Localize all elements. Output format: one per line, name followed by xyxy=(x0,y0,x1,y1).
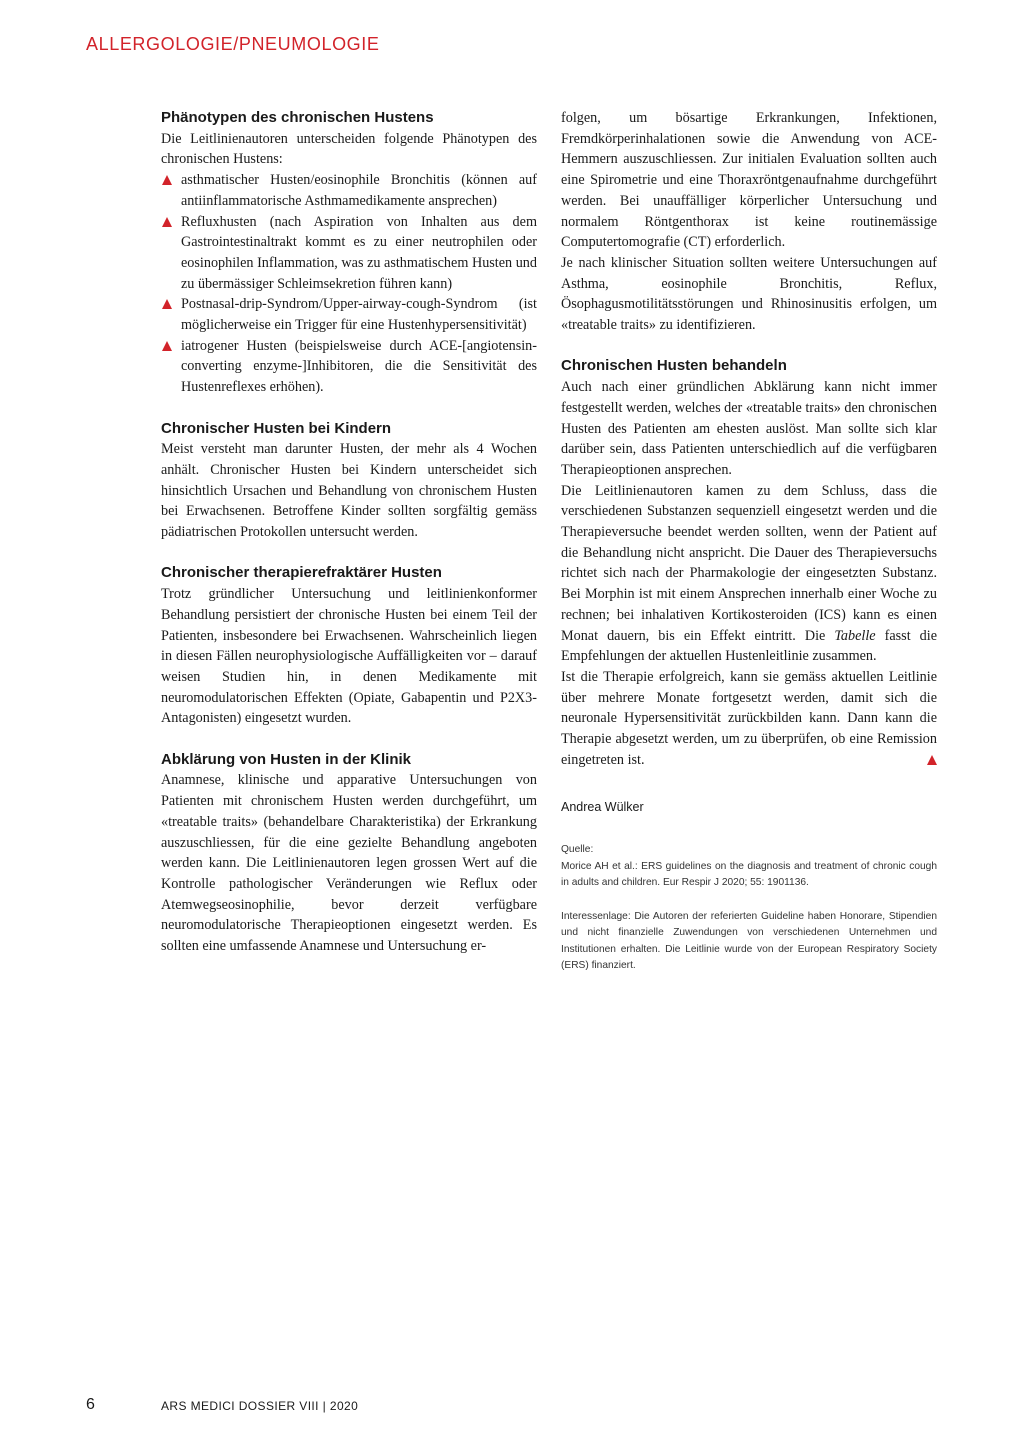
treatment-p3 xyxy=(561,667,937,771)
list-item xyxy=(161,336,537,398)
source-label: Quelle: xyxy=(561,844,594,856)
heading-phenotypes: Phänotypen des chronischen Hustens xyxy=(161,109,434,126)
heading-refractory: Chronischer therapierefraktärer Husten xyxy=(161,564,442,582)
clinic-continued: folgen, um bösartige Erkrankungen, Infektionen, Fremdkörperinhalationen sowie die Anwendung von ACE-Hemmern auszuschliessen. Zur initialen Evaluation sollten auch eine Spirometrie und eine Thoraxröntgenaufnahme durchgeführt werden. Bei unauffälliger körperlicher Untersuchung und normalem Röntgenthorax ist keine routinemässige Computertomografie (CT) erforderlich. xyxy=(561,110,937,251)
right-column xyxy=(561,108,937,974)
page-number: 6 xyxy=(86,1396,95,1413)
treatment-p2-a: Die Leitlinienautoren kamen zu dem Schluss, dass die verschiedenen Substanzen sequenziell eingesetzt werden und die Therapieversuche beendet werden sollten, wenn der Patient auf die Behandlung nicht anspricht. Die Dauer des Therapieversuchs richtet sich nach der Pharmakologie der eingesetzten Substanz. Bei Morphin ist mit einem Ansprechen innerhalb einer Woche zu rechnen; bei inhalativen Kortikosteroiden (ICS) kann es einen Monat dauern, bis ein Effekt eintritt. Die xyxy=(561,482,937,644)
treatment-p2-b: fasst die Empfehlungen der aktuellen Hustenleitlinie zusammen. xyxy=(561,627,938,665)
heading-children: Chronischer Husten bei Kindern xyxy=(161,419,392,437)
clinic-body: Anamnese, klinische und apparative Untersuchungen von Patienten mit chronischem Husten werden durchgeführt, um «treatable traits» (behandelbare Charakteristika) der Erkrankung auszuschliessen, für die eine gezielte Behandlung angeboten werden kann. Die Leitlinienautoren legen grossen Wert auf die Kontrolle pathologischer Veränderungen wie Reflux oder Atemwegseosinophilie, bevor derzeit verfügbare neuromodulatorische Therapieoptionen eingesetzt werden. Es sollten eine umfassende Anamnese und Untersuchung er- xyxy=(161,772,537,955)
refractory-body: Trotz gründlicher Untersuchung und leitlinienkonformer Behandlung persistiert der chronische Husten bei einem Teil der Patienten, insbesondere bei Erwachsenen. Wahrscheinlich liegen in diesen Fällen neurophysiologische Auffälligkeiten vor – darauf weisen Studien hin, in denen Medikamente mit neuromodulatorischen Effekten (Opiate, Gabapentin und P2X3-Antagonisten) eingesetzt wurden. xyxy=(161,586,537,727)
treatment-p1: Auch nach einer gründlichen Abklärung kann nicht immer festgestellt werden, welches der «treatable traits» den chronischen Husten des Patienten am ehesten auslöst. Man sollte sich klar darüber sein, dass Patienten unterschiedlich auf die verfügbaren Therapieoptionen ansprechen. xyxy=(561,379,937,478)
list-item xyxy=(161,212,537,295)
triangle-bullet-icon xyxy=(162,341,172,351)
left-column xyxy=(161,108,537,957)
triangle-bullet-icon xyxy=(162,299,172,309)
heading-clinic: Abklärung von Husten in der Klinik xyxy=(161,750,412,768)
children-body: Meist versteht man darunter Husten, der mehr als 4 Wochen anhält. Chronischer Husten bei Kindern unterscheidet sich hinsichtlich Ursachen und Behandlung von chronischem Husten bei Erwachsenen. Betroffene Kinder sollten sorgfältig gemäss pädiatrischen Protokollen untersucht werden. xyxy=(161,441,537,541)
list-item xyxy=(161,294,537,335)
triangle-bullet-icon xyxy=(162,217,172,227)
triangle-bullet-icon xyxy=(162,175,172,185)
table-reference: Tabelle xyxy=(834,627,876,644)
conflict-of-interest: Interessenlage: Die Autoren der referierten Guideline haben Honorare, Stipendien und nicht finanzielle Zuwendungen von verschiedenen Unternehmen und Institutionen erhalten. Die Leitlinie wurde von der European Respiratory Society (ERS) finanziert. xyxy=(561,910,937,971)
list-item xyxy=(161,170,537,211)
heading-treatment: Chronischen Husten behandeln xyxy=(561,357,787,375)
clinic-continued-2: Je nach klinischer Situation sollten weitere Untersuchungen auf Asthma, eosinophile Bronchitis, Reflux, Ösophagusmotilitätsstörungen und Rhinosinusitis erfolgen, um «treatable traits» zu identifizieren. xyxy=(561,254,937,334)
treatment-p2 xyxy=(561,481,937,667)
source-citation: Morice AH et al.: ERS guidelines on the diagnosis and treatment of chronic cough in adults and children. Eur Respir J 2020; 55: 1901136. xyxy=(561,860,937,889)
list-item-text: Postnasal-drip-Syndrom/Upper-airway-cough-Syndrom (ist möglicherweise ein Trigger für eine Hustenhypersensitivität) xyxy=(181,296,537,334)
list-item-text: iatrogener Husten (beispielsweise durch ACE-[angiotensin-converting enzyme-]Inhibitoren, die die Sensitivität des Hustenreflexes erhöhen). xyxy=(181,337,537,396)
author-name: Andrea Wülker xyxy=(561,800,644,815)
journal-footer: ARS MEDICI DOSSIER VIII | 2020 xyxy=(161,1399,359,1413)
end-of-article-triangle-icon xyxy=(927,755,937,765)
list-item-text: asthmatischer Husten/eosinophile Bronchitis (können auf antiinflammatorische Asthmamedikamente ansprechen) xyxy=(181,172,537,209)
phenotypes-intro: Die Leitlinienautoren unterscheiden folgende Phänotypen des chronischen Hustens: xyxy=(161,130,537,168)
section-label: ALLERGOLOGIE/PNEUMOLOGIE xyxy=(86,34,380,54)
phenotypes-list xyxy=(161,170,537,398)
list-item-text: Refluxhusten (nach Aspiration von Inhalten aus dem Gastrointestinaltrakt kommt es zu einer neutrophilen oder eosinophilen Inflammation, was zu asthmatischem Husten und zu übermässiger Schleimsekretion führen kann) xyxy=(181,213,537,292)
treatment-p3-text: Ist die Therapie erfolgreich, kann sie gemäss aktuellen Leitlinie über mehrere Monate fortgesetzt werden, damit sich die neuronale Hypersensitivität zurückbilden kann. Dann kann die Therapie abgesetzt werden, um zu überprüfen, ob eine Remission eingetreten ist. xyxy=(561,668,937,768)
